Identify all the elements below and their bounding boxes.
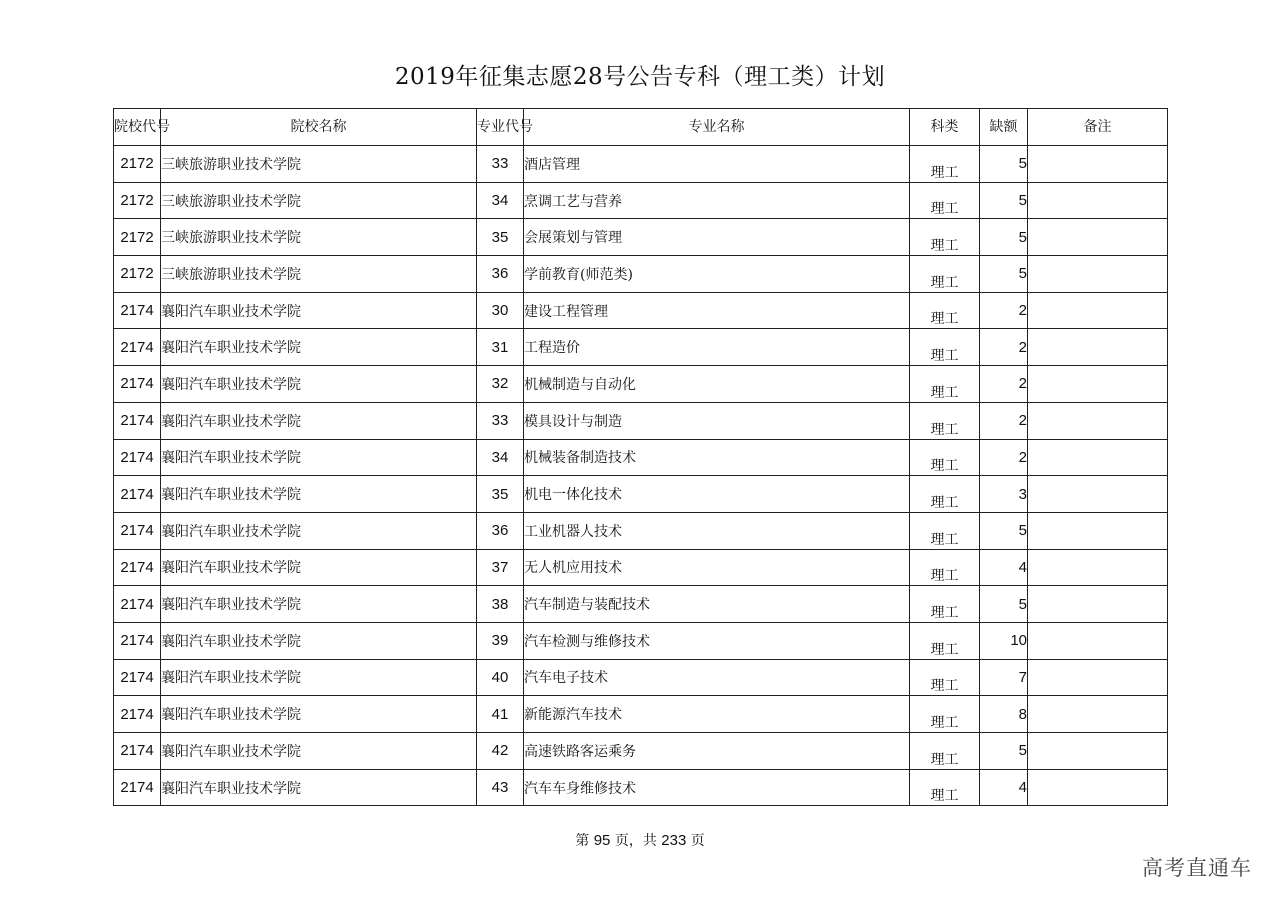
table-row (114, 549, 1168, 586)
cell-quota: 3 (980, 476, 1028, 513)
cell-major-code: 33 (477, 402, 524, 439)
watermark: 高考直通车 (1142, 856, 1252, 880)
cell-school-code: 2174 (114, 439, 161, 476)
cell-major-code: 43 (477, 769, 524, 806)
cell-category: 理工 (910, 366, 980, 403)
cell-school-name: 襄阳汽车职业技术学院 (161, 292, 477, 329)
cell-category: 理工 (910, 769, 980, 806)
cell-school-name: 襄阳汽车职业技术学院 (161, 512, 477, 549)
cell-remarks (1028, 439, 1168, 476)
cell-major-name: 建设工程管理 (524, 292, 910, 329)
cell-school-code: 2174 (114, 549, 161, 586)
footer-total-pages: 233 (661, 832, 687, 849)
cell-major-name: 汽车电子技术 (524, 659, 910, 696)
cell-major-name: 酒店管理 (524, 146, 910, 183)
footer-suffix: 页 (686, 833, 705, 849)
table-row (114, 439, 1168, 476)
cell-category: 理工 (910, 586, 980, 623)
cell-remarks (1028, 622, 1168, 659)
cell-category: 理工 (910, 219, 980, 256)
cell-school-code: 2174 (114, 733, 161, 770)
cell-school-name: 襄阳汽车职业技术学院 (161, 659, 477, 696)
cell-school-code: 2174 (114, 696, 161, 733)
table-row (114, 219, 1168, 256)
cell-category: 理工 (910, 659, 980, 696)
cell-major-code: 35 (477, 219, 524, 256)
table-row (114, 769, 1168, 806)
header-category: 科类 (910, 109, 980, 146)
cell-quota: 5 (980, 146, 1028, 183)
cell-major-code: 34 (477, 182, 524, 219)
cell-remarks (1028, 769, 1168, 806)
cell-category: 理工 (910, 402, 980, 439)
cell-category: 理工 (910, 733, 980, 770)
cell-major-code: 35 (477, 476, 524, 513)
cell-quota: 10 (980, 622, 1028, 659)
cell-major-name: 学前教育(师范类) (524, 256, 910, 293)
cell-remarks (1028, 366, 1168, 403)
cell-quota: 7 (980, 659, 1028, 696)
cell-quota: 5 (980, 512, 1028, 549)
cell-school-name: 三峡旅游职业技术学院 (161, 256, 477, 293)
cell-category: 理工 (910, 329, 980, 366)
header-school-code: 院校代号 (114, 109, 161, 146)
table-row (114, 402, 1168, 439)
cell-quota: 5 (980, 256, 1028, 293)
cell-school-code: 2174 (114, 366, 161, 403)
cell-school-code: 2174 (114, 292, 161, 329)
cell-school-name: 襄阳汽车职业技术学院 (161, 329, 477, 366)
cell-major-name: 高速铁路客运乘务 (524, 733, 910, 770)
table-body (114, 146, 1168, 806)
cell-remarks (1028, 659, 1168, 696)
table-row (114, 696, 1168, 733)
table-row (114, 256, 1168, 293)
cell-school-name: 襄阳汽车职业技术学院 (161, 476, 477, 513)
table-row (114, 329, 1168, 366)
cell-school-code: 2174 (114, 659, 161, 696)
cell-quota: 5 (980, 182, 1028, 219)
cell-major-name: 会展策划与管理 (524, 219, 910, 256)
cell-remarks (1028, 586, 1168, 623)
cell-school-name: 襄阳汽车职业技术学院 (161, 402, 477, 439)
cell-major-code: 41 (477, 696, 524, 733)
cell-quota: 2 (980, 366, 1028, 403)
cell-school-name: 襄阳汽车职业技术学院 (161, 439, 477, 476)
table-row (114, 512, 1168, 549)
cell-remarks (1028, 329, 1168, 366)
cell-major-code: 38 (477, 586, 524, 623)
table-header-row (114, 109, 1168, 146)
header-major-code: 专业代号 (477, 109, 524, 146)
cell-major-name: 汽车车身维修技术 (524, 769, 910, 806)
cell-school-name: 三峡旅游职业技术学院 (161, 219, 477, 256)
table-row (114, 586, 1168, 623)
footer-prefix: 第 (575, 833, 594, 849)
cell-category: 理工 (910, 256, 980, 293)
page-title: 2019年征集志愿28号公告专科（理工类）计划 (394, 64, 886, 90)
cell-school-code: 2172 (114, 146, 161, 183)
cell-major-code: 40 (477, 659, 524, 696)
cell-quota: 4 (980, 769, 1028, 806)
cell-school-code: 2174 (114, 476, 161, 513)
cell-school-name: 襄阳汽车职业技术学院 (161, 696, 477, 733)
cell-major-code: 30 (477, 292, 524, 329)
cell-major-name: 汽车制造与装配技术 (524, 586, 910, 623)
cell-category: 理工 (910, 146, 980, 183)
cell-school-name: 三峡旅游职业技术学院 (161, 146, 477, 183)
table-row (114, 182, 1168, 219)
cell-school-code: 2172 (114, 219, 161, 256)
cell-school-code: 2174 (114, 512, 161, 549)
cell-major-code: 39 (477, 622, 524, 659)
table-row (114, 476, 1168, 513)
cell-quota: 2 (980, 402, 1028, 439)
cell-school-name: 三峡旅游职业技术学院 (161, 182, 477, 219)
cell-category: 理工 (910, 476, 980, 513)
cell-quota: 2 (980, 439, 1028, 476)
cell-major-code: 33 (477, 146, 524, 183)
cell-major-name: 机械制造与自动化 (524, 366, 910, 403)
cell-major-name: 汽车检测与维修技术 (524, 622, 910, 659)
cell-school-code: 2172 (114, 182, 161, 219)
cell-major-code: 42 (477, 733, 524, 770)
cell-remarks (1028, 476, 1168, 513)
table-row (114, 146, 1168, 183)
cell-school-name: 襄阳汽车职业技术学院 (161, 733, 477, 770)
cell-school-name: 襄阳汽车职业技术学院 (161, 769, 477, 806)
cell-category: 理工 (910, 549, 980, 586)
cell-major-name: 工程造价 (524, 329, 910, 366)
cell-remarks (1028, 182, 1168, 219)
cell-school-code: 2174 (114, 769, 161, 806)
cell-school-name: 襄阳汽车职业技术学院 (161, 366, 477, 403)
cell-remarks (1028, 146, 1168, 183)
cell-category: 理工 (910, 512, 980, 549)
cell-major-code: 36 (477, 512, 524, 549)
cell-school-code: 2172 (114, 256, 161, 293)
cell-school-code: 2174 (114, 402, 161, 439)
cell-major-code: 31 (477, 329, 524, 366)
cell-category: 理工 (910, 622, 980, 659)
header-school-name: 院校名称 (161, 109, 477, 146)
header-remarks: 备注 (1028, 109, 1168, 146)
cell-quota: 8 (980, 696, 1028, 733)
cell-school-code: 2174 (114, 586, 161, 623)
cell-major-name: 机电一体化技术 (524, 476, 910, 513)
cell-school-code: 2174 (114, 622, 161, 659)
footer-middle: 页，共 (610, 833, 662, 849)
cell-category: 理工 (910, 182, 980, 219)
cell-quota: 5 (980, 733, 1028, 770)
cell-major-name: 工业机器人技术 (524, 512, 910, 549)
cell-quota: 5 (980, 586, 1028, 623)
cell-remarks (1028, 512, 1168, 549)
cell-school-name: 襄阳汽车职业技术学院 (161, 549, 477, 586)
page-footer (0, 830, 1280, 850)
header-major-name: 专业名称 (524, 109, 910, 146)
cell-school-name: 襄阳汽车职业技术学院 (161, 622, 477, 659)
cell-major-code: 32 (477, 366, 524, 403)
cell-major-name: 烹调工艺与营养 (524, 182, 910, 219)
cell-quota: 5 (980, 219, 1028, 256)
cell-school-code: 2174 (114, 329, 161, 366)
cell-school-name: 襄阳汽车职业技术学院 (161, 586, 477, 623)
cell-remarks (1028, 549, 1168, 586)
table-row (114, 622, 1168, 659)
table-row (114, 733, 1168, 770)
cell-category: 理工 (910, 439, 980, 476)
cell-major-name: 机械装备制造技术 (524, 439, 910, 476)
cell-remarks (1028, 733, 1168, 770)
cell-remarks (1028, 402, 1168, 439)
table-row (114, 292, 1168, 329)
cell-quota: 4 (980, 549, 1028, 586)
cell-major-code: 36 (477, 256, 524, 293)
cell-major-code: 34 (477, 439, 524, 476)
cell-quota: 2 (980, 292, 1028, 329)
table-row (114, 659, 1168, 696)
cell-category: 理工 (910, 696, 980, 733)
cell-remarks (1028, 292, 1168, 329)
cell-major-name: 无人机应用技术 (524, 549, 910, 586)
cell-remarks (1028, 219, 1168, 256)
footer-page-number: 95 (593, 832, 611, 849)
plan-table (113, 108, 1168, 806)
cell-quota: 2 (980, 329, 1028, 366)
cell-category: 理工 (910, 292, 980, 329)
table-row (114, 366, 1168, 403)
cell-remarks (1028, 256, 1168, 293)
header-quota: 缺额 (980, 109, 1028, 146)
cell-major-name: 模具设计与制造 (524, 402, 910, 439)
cell-major-code: 37 (477, 549, 524, 586)
cell-remarks (1028, 696, 1168, 733)
cell-major-name: 新能源汽车技术 (524, 696, 910, 733)
